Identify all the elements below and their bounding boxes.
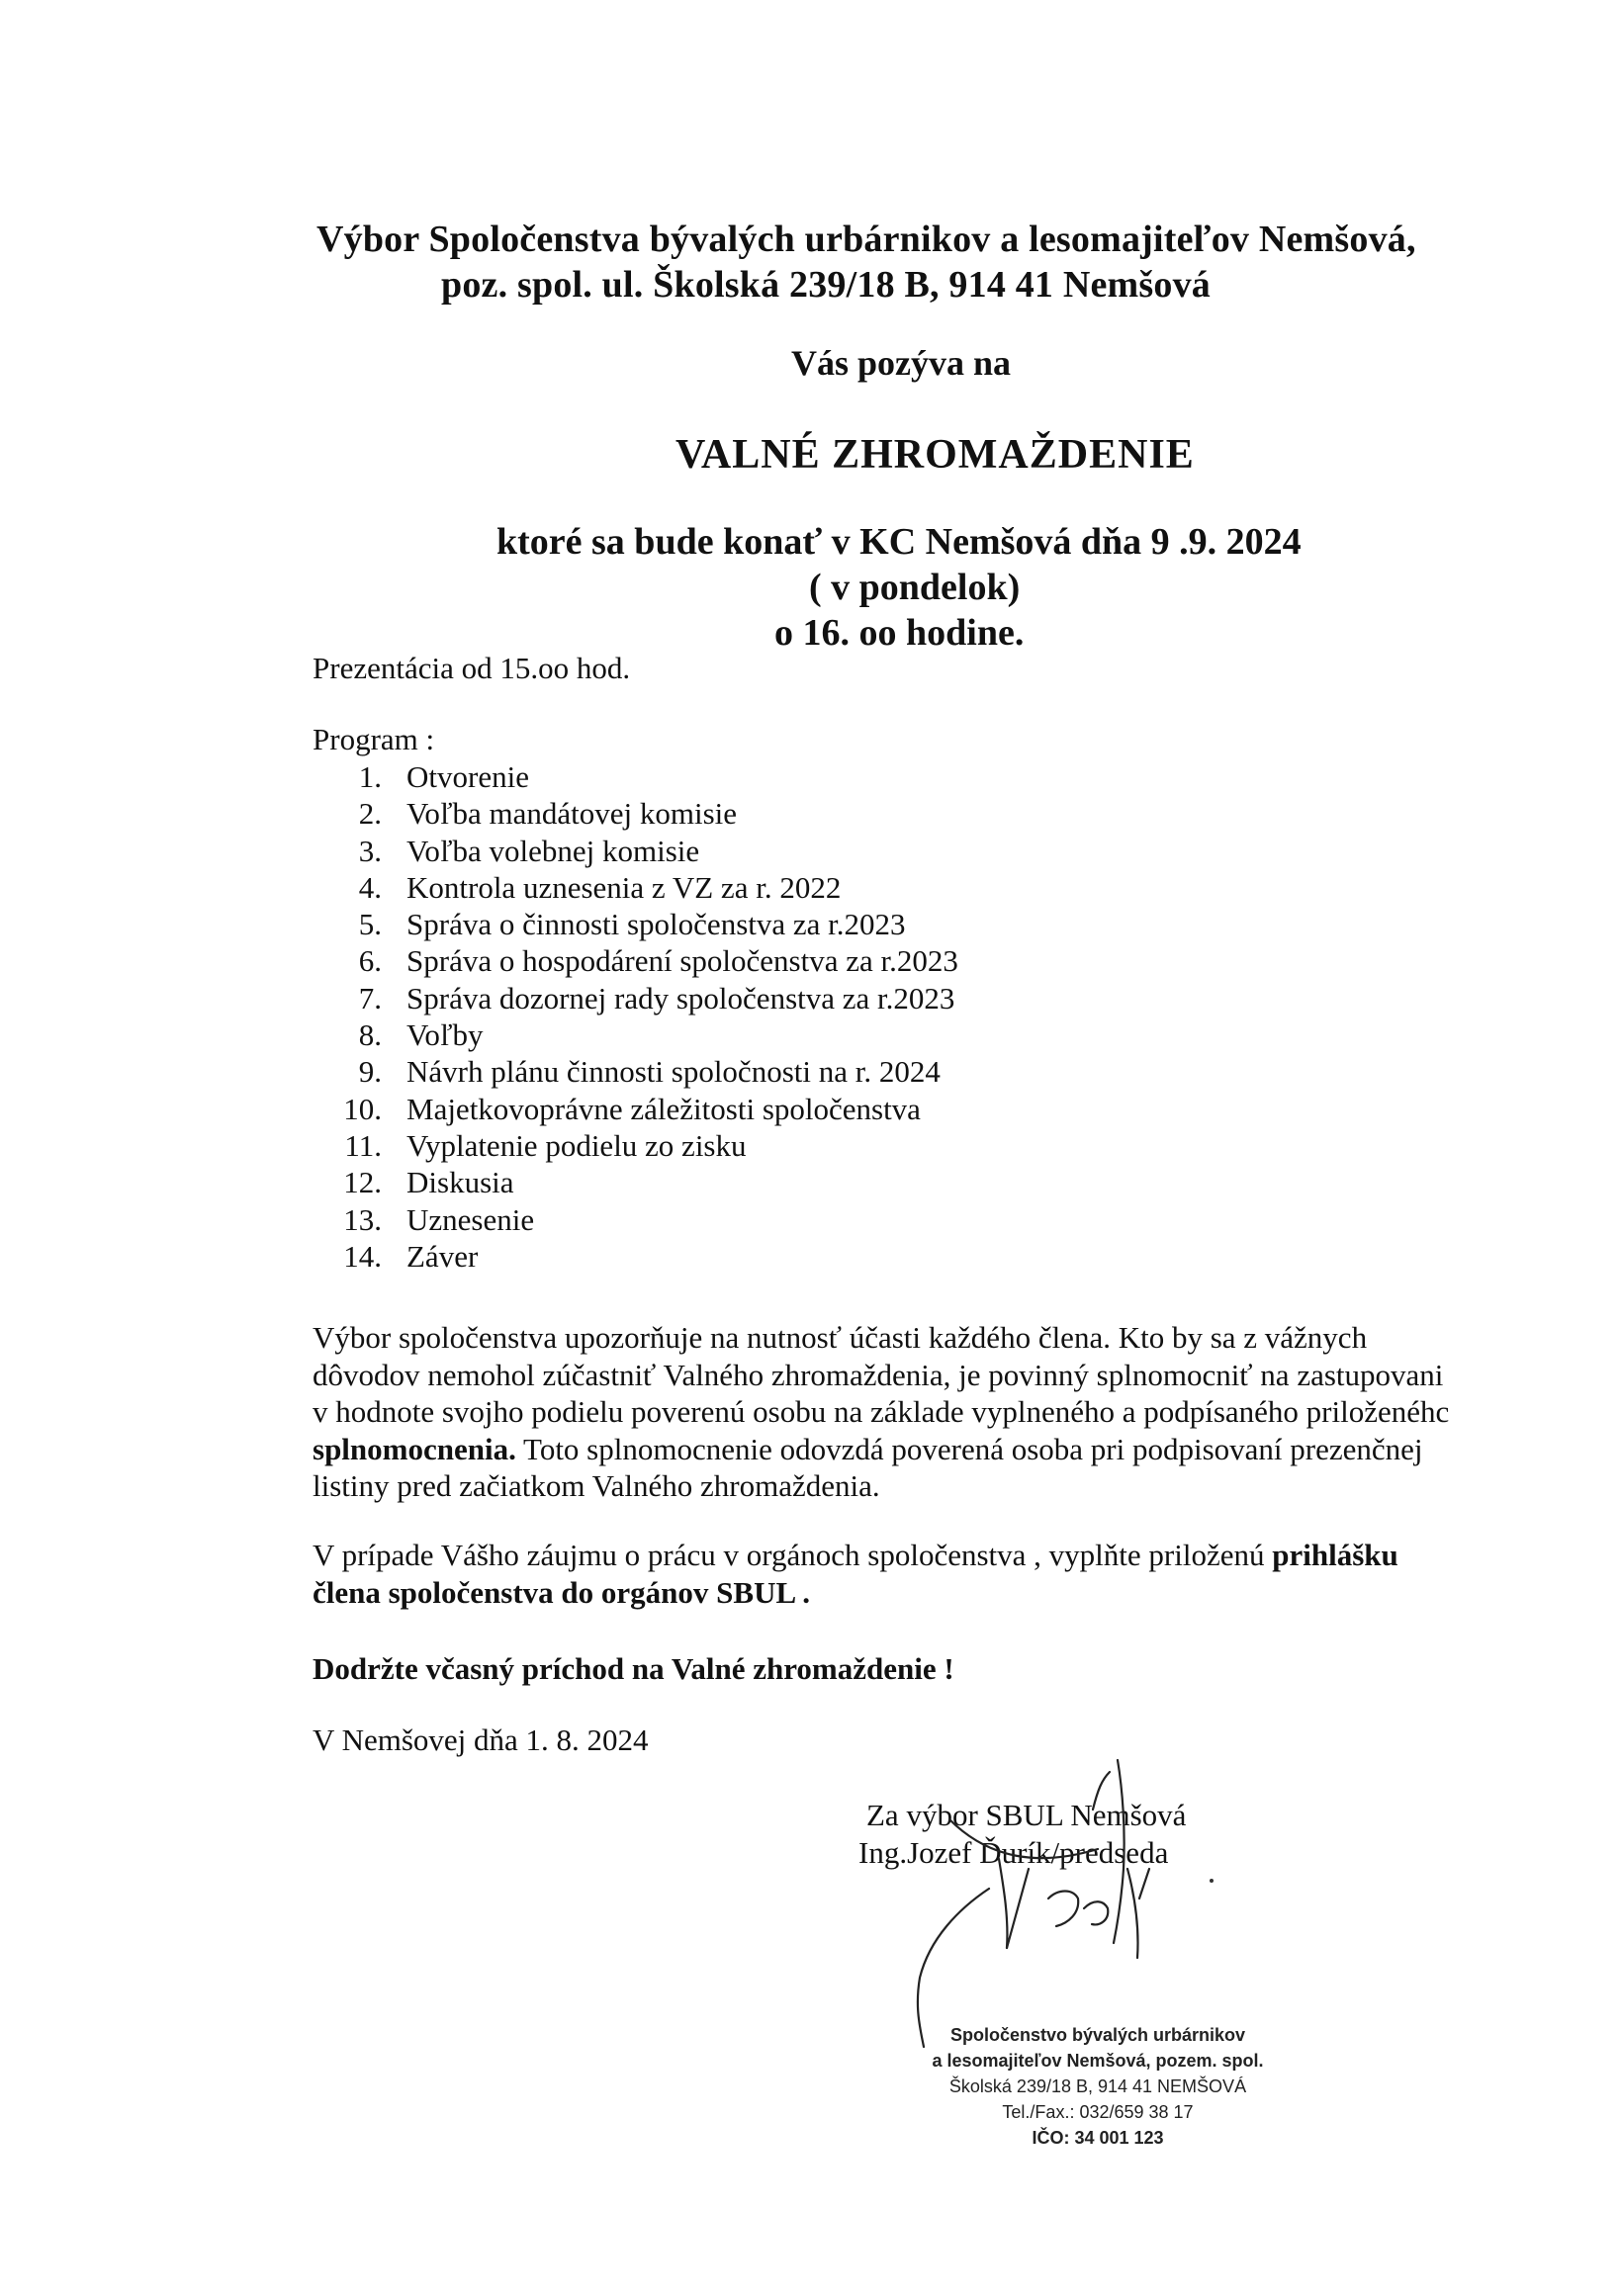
document-date: V Nemšovej dňa 1. 8. 2024	[313, 1722, 649, 1757]
program-item-number: 4.	[358, 869, 382, 905]
notice-line-5: listiny pred začiatkom Valného zhromaždenia.	[313, 1468, 880, 1503]
program-item-label: Správa o hospodárení spoločenstva za r.2023	[406, 943, 958, 979]
signature-line-2: Ing.Jozef Ďurík/predseda	[858, 1835, 1169, 1870]
meeting-date-line: ktoré sa bude konať v KC Nemšová dňa 9 .9. 2024	[496, 521, 1302, 563]
program-item-label: Voľba mandátovej komisie	[406, 796, 738, 832]
invite-intro: Vás pozýva na	[791, 343, 1012, 383]
notice-line-4-rest: Toto splnomocnenie odovzdá poverená osoba pri podpisovaní prezenčnej	[515, 1431, 1423, 1466]
meeting-weekday: ( v pondelok)	[809, 567, 1021, 608]
stamp-line-1: Spoločenstvo bývalých urbárnikov	[949, 2025, 1246, 2045]
meeting-time: o 16. oo hodine.	[774, 612, 1025, 654]
arrival-reminder: Dodržte včasný príchod na Valné zhromaždenie !	[313, 1651, 954, 1686]
application-line-1	[313, 1537, 1398, 1574]
notice-line-1: Výbor spoločenstva upozorňuje na nutnosť účasti každého člena. Kto by sa z vážnych	[313, 1320, 1368, 1355]
program-item-label: Majetkovoprávne záležitosti spoločenstva	[406, 1091, 921, 1126]
notice-paragraph	[313, 1319, 1449, 1505]
stamp-line-3: Školská 239/18 B, 914 41 NEMŠOVÁ	[948, 2076, 1247, 2096]
program-item-number: 9.	[358, 1054, 382, 1090]
stamp-line-2: a lesomajiteľov Nemšová, pozem. spol.	[932, 2051, 1264, 2071]
application-text: V prípade Vášho záujmu o prácu v orgánoch spoločenstva , vyplňte priloženú	[313, 1538, 1273, 1572]
notice-bold-word: splnomocnenia.	[313, 1431, 516, 1466]
application-paragraph	[313, 1537, 1398, 1611]
company-stamp	[910, 2022, 1286, 2151]
program-item-label: Diskusia	[406, 1165, 514, 1200]
application-line-2: člena spoločenstva do orgánov SBUL .	[313, 1574, 810, 1610]
program-item-number: 1.	[358, 759, 382, 794]
program-item-number: 7.	[358, 980, 382, 1016]
program-item-number: 13.	[343, 1201, 382, 1237]
program-item-label: Uznesenie	[406, 1201, 535, 1237]
program-item-number: 3.	[358, 833, 382, 868]
program-item-number: 2.	[358, 796, 382, 832]
program-heading: Program :	[313, 722, 435, 756]
program-item-label: Voľby	[406, 1017, 484, 1053]
program-item-label: Kontrola uznesenia z VZ za r. 2022	[406, 869, 842, 905]
program-item-number: 6.	[358, 943, 382, 979]
program-item-number: 5.	[358, 907, 382, 942]
notice-line-3: v hodnote svojho podielu poverenú osobu na základe vyplneného a podpísaného priloženéhc	[313, 1394, 1450, 1429]
notice-line-2: dôvodov nemohol zúčastniť Valného zhromaždenia, je povinný splnomocniť na zastupovani	[313, 1357, 1444, 1392]
program-item-label: Voľba volebnej komisie	[406, 833, 700, 868]
signature-line-1: Za výbor SBUL Nemšová	[866, 1798, 1187, 1832]
program-item-number: 10.	[343, 1091, 382, 1126]
program-item-number: 12.	[343, 1165, 382, 1200]
header-line-1: Výbor Spoločenstva bývalých urbárnikov a lesomajiteľov Nemšová,	[316, 219, 1416, 260]
registration-time: Prezentácia od 15.oo hod.	[313, 651, 631, 685]
notice-line-4	[313, 1431, 1449, 1468]
document-title: VALNÉ ZHROMAŽDENIE	[675, 432, 1195, 478]
program-item-label: Záver	[406, 1238, 479, 1274]
header-line-2: poz. spol. ul. Školská 239/18 B, 914 41 Nemšová	[441, 264, 1211, 306]
stamp-line-5: IČO: 34 001 123	[1032, 2128, 1164, 2148]
program-item-number: 8.	[358, 1017, 382, 1053]
program-item-number: 11.	[344, 1127, 382, 1163]
program-item-number: 14.	[343, 1238, 382, 1274]
program-item-label: Vyplatenie podielu zo zisku	[406, 1127, 747, 1163]
program-item-label: Správa o činnosti spoločenstva za r.2023	[406, 907, 906, 942]
program-item-label: Správa dozornej rady spoločenstva za r.2023	[406, 980, 955, 1016]
stamp-line-4: Tel./Fax.: 032/659 38 17	[1002, 2102, 1194, 2122]
program-item-label: Návrh plánu činnosti spoločnosti na r. 2024	[406, 1054, 941, 1090]
application-bold-text: prihlášku	[1272, 1538, 1398, 1572]
program-item-label: Otvorenie	[406, 759, 529, 794]
